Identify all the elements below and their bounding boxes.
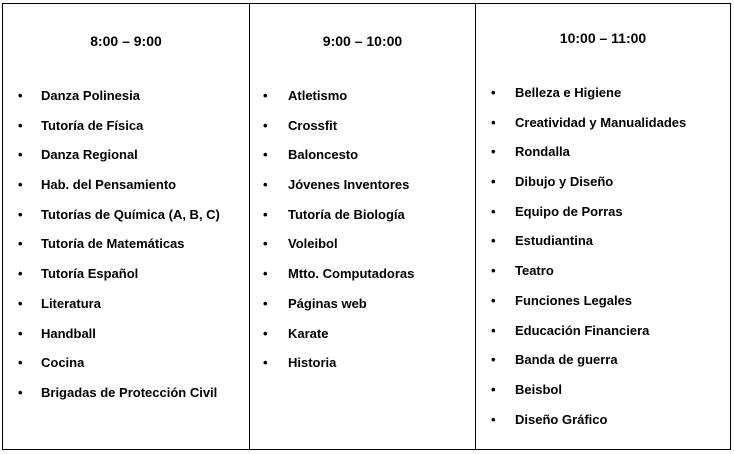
activity-label: Estudiantina (515, 233, 594, 249)
activity-list-item (3, 355, 249, 385)
bullet-icon: • (263, 147, 268, 163)
activity-list-item (476, 293, 730, 323)
activity-label: Tutoría Español (41, 266, 139, 282)
activity-list-item (476, 382, 730, 412)
bullet-icon: • (263, 295, 268, 311)
bullet-icon: • (18, 325, 23, 341)
bullet-icon: • (491, 322, 496, 338)
bullet-icon: • (18, 266, 23, 282)
activity-label: Cocina (41, 355, 85, 371)
bullet-icon: • (18, 147, 23, 163)
activity-label: Teatro (515, 263, 554, 279)
activity-list-item (476, 323, 730, 353)
activity-list-item (476, 233, 730, 263)
activity-label: Crossfit (288, 117, 338, 133)
activity-list-item (476, 412, 730, 442)
activity-list-item (476, 352, 730, 382)
bullet-icon: • (18, 236, 23, 252)
activity-list (3, 88, 249, 415)
activity-label: Tutoría de Biología (288, 206, 405, 222)
activity-label: Karate (288, 325, 329, 341)
bullet-icon: • (491, 144, 496, 160)
activity-list-item (250, 266, 475, 296)
activity-label: Mtto. Computadoras (288, 266, 415, 282)
activity-label: Danza Polinesia (41, 88, 140, 103)
activity-list-item (3, 177, 249, 207)
activity-list-item (250, 177, 475, 207)
bullet-icon: • (18, 355, 23, 371)
activity-label: Rondalla (515, 144, 570, 160)
activity-list-item (3, 88, 249, 118)
activity-label: Baloncesto (288, 147, 359, 163)
activity-list-item (476, 85, 730, 115)
bullet-icon: • (263, 177, 268, 193)
bullet-icon: • (18, 206, 23, 222)
activity-label: Atletismo (288, 88, 348, 103)
schedule-column-2 (249, 4, 475, 449)
activity-label: Tutorías de Química (A, B, C) (41, 206, 220, 222)
activity-label: Educación Financiera (515, 322, 650, 338)
bullet-icon: • (18, 117, 23, 133)
bullet-icon: • (263, 355, 268, 371)
bullet-icon: • (491, 203, 496, 219)
activity-list-item (250, 88, 475, 118)
activity-label: Funciones Legales (515, 292, 633, 308)
activity-list-item (3, 118, 249, 148)
activity-list-item (3, 207, 249, 237)
bullet-icon: • (491, 174, 496, 190)
bullet-icon: • (491, 85, 496, 100)
activity-label: Beisbol (515, 381, 562, 397)
activity-label: Voleibol (288, 236, 338, 252)
activity-label: Belleza e Higiene (515, 85, 622, 100)
schedule-column-3 (475, 4, 730, 449)
activity-label: Literatura (41, 295, 101, 311)
activity-list-item (250, 326, 475, 356)
activity-list-item (476, 144, 730, 174)
activity-label: Páginas web (288, 295, 367, 311)
activity-list-item (250, 236, 475, 266)
activity-list-item (3, 326, 249, 356)
activity-label: Tutoría de Matemáticas (41, 236, 185, 252)
column-time-header: 8:00 – 9:00 (90, 33, 162, 49)
activity-label: Tutoría de Física (41, 117, 144, 133)
activity-label: Brigadas de Protección Civil (41, 384, 218, 400)
activity-label: Jóvenes Inventores (288, 177, 410, 193)
bullet-icon: • (18, 295, 23, 311)
bullet-icon: • (491, 292, 496, 308)
activity-label: Hab. del Pensamiento (41, 177, 177, 193)
activity-list-item (3, 385, 249, 415)
activity-list-item (3, 147, 249, 177)
activity-label: Creatividad y Manualidades (515, 114, 687, 130)
bullet-icon: • (18, 88, 23, 103)
activity-list-item (3, 296, 249, 326)
activity-list-item (476, 204, 730, 234)
activity-list (476, 85, 730, 441)
activity-list-item (476, 263, 730, 293)
activity-label: Dibujo y Diseño (515, 174, 614, 190)
column-time-header: 9:00 – 10:00 (322, 33, 403, 49)
bullet-icon: • (491, 411, 496, 427)
activity-list-item (476, 115, 730, 145)
activity-list (250, 88, 475, 385)
activity-list-item (250, 118, 475, 148)
bullet-icon: • (491, 381, 496, 397)
bullet-icon: • (263, 266, 268, 282)
schedule-table (2, 3, 731, 450)
activity-label: Danza Regional (41, 147, 138, 163)
bullet-icon: • (263, 236, 268, 252)
activity-label: Handball (41, 325, 96, 341)
activity-label: Equipo de Porras (515, 203, 623, 219)
schedule-column-1 (3, 4, 249, 449)
bullet-icon: • (263, 325, 268, 341)
bullet-icon: • (491, 352, 496, 368)
bullet-icon: • (491, 114, 496, 130)
bullet-icon: • (263, 206, 268, 222)
activity-list-item (476, 174, 730, 204)
activity-list-item (250, 207, 475, 237)
activity-list-item (250, 355, 475, 385)
activity-list-item (3, 266, 249, 296)
bullet-icon: • (18, 384, 23, 400)
bullet-icon: • (491, 263, 496, 279)
bullet-icon: • (18, 177, 23, 193)
activity-label: Banda de guerra (515, 352, 618, 368)
column-time-header: 10:00 – 11:00 (559, 30, 647, 46)
bullet-icon: • (263, 88, 268, 103)
bullet-icon: • (263, 117, 268, 133)
activity-list-item (250, 147, 475, 177)
activity-list-item (250, 296, 475, 326)
activity-list-item (3, 236, 249, 266)
activity-label: Historia (288, 355, 337, 371)
bullet-icon: • (491, 233, 496, 249)
activity-label: Diseño Gráfico (515, 411, 608, 427)
